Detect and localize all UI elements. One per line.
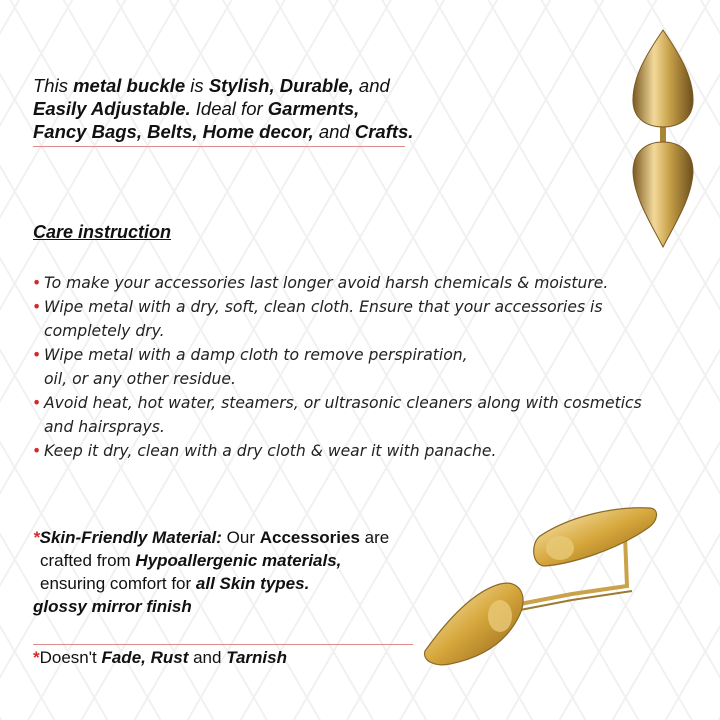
material-line-1: *Skin-Friendly Material: Our Accessories are [33, 528, 390, 547]
intro-divider [33, 146, 405, 147]
care-item: • Wipe metal with a dry, soft, clean cloth. Ensure that your accessories is completely dry. [32, 295, 692, 343]
material-divider [33, 644, 413, 645]
finish-label: glossy mirror finish [33, 597, 192, 616]
care-item: • Keep it dry, clean with a dry cloth & wear it with panache. [32, 439, 692, 463]
buckle-back-image [420, 496, 700, 676]
intro-line-2: Easily Adjustable. Ideal for Garments, [33, 98, 360, 119]
no-fade-claim: *Doesn't Fade, Rust and Tarnish [33, 648, 287, 667]
bullet-icon: • [32, 442, 42, 460]
care-instruction-list [32, 271, 692, 463]
intro-line-1: This metal buckle is Stylish, Durable, and [33, 75, 390, 96]
bullet-icon: • [32, 274, 42, 292]
bullet-icon: • [32, 298, 42, 316]
intro-line-3: Fancy Bags, Belts, Home decor, and Crafts. [33, 121, 414, 142]
buckle-front-image [618, 22, 708, 252]
bullet-icon: • [32, 346, 42, 364]
care-instruction-title: Care instruction [33, 222, 172, 242]
material-line-3: ensuring comfort for all Skin types. [40, 574, 310, 593]
care-item: • Wipe metal with a damp cloth to remove perspiration, oil, or any other residue. [32, 343, 692, 391]
intro-paragraph [33, 74, 453, 143]
care-item: • Avoid heat, hot water, steamers, or ultrasonic cleaners along with cosmetics and hairsprays. [32, 391, 692, 439]
care-item: • To make your accessories last longer avoid harsh chemicals & moisture. [32, 271, 692, 295]
material-paragraph [33, 526, 433, 618]
bullet-icon: • [32, 394, 42, 412]
material-line-2: crafted from Hypoallergenic materials, [40, 551, 342, 570]
